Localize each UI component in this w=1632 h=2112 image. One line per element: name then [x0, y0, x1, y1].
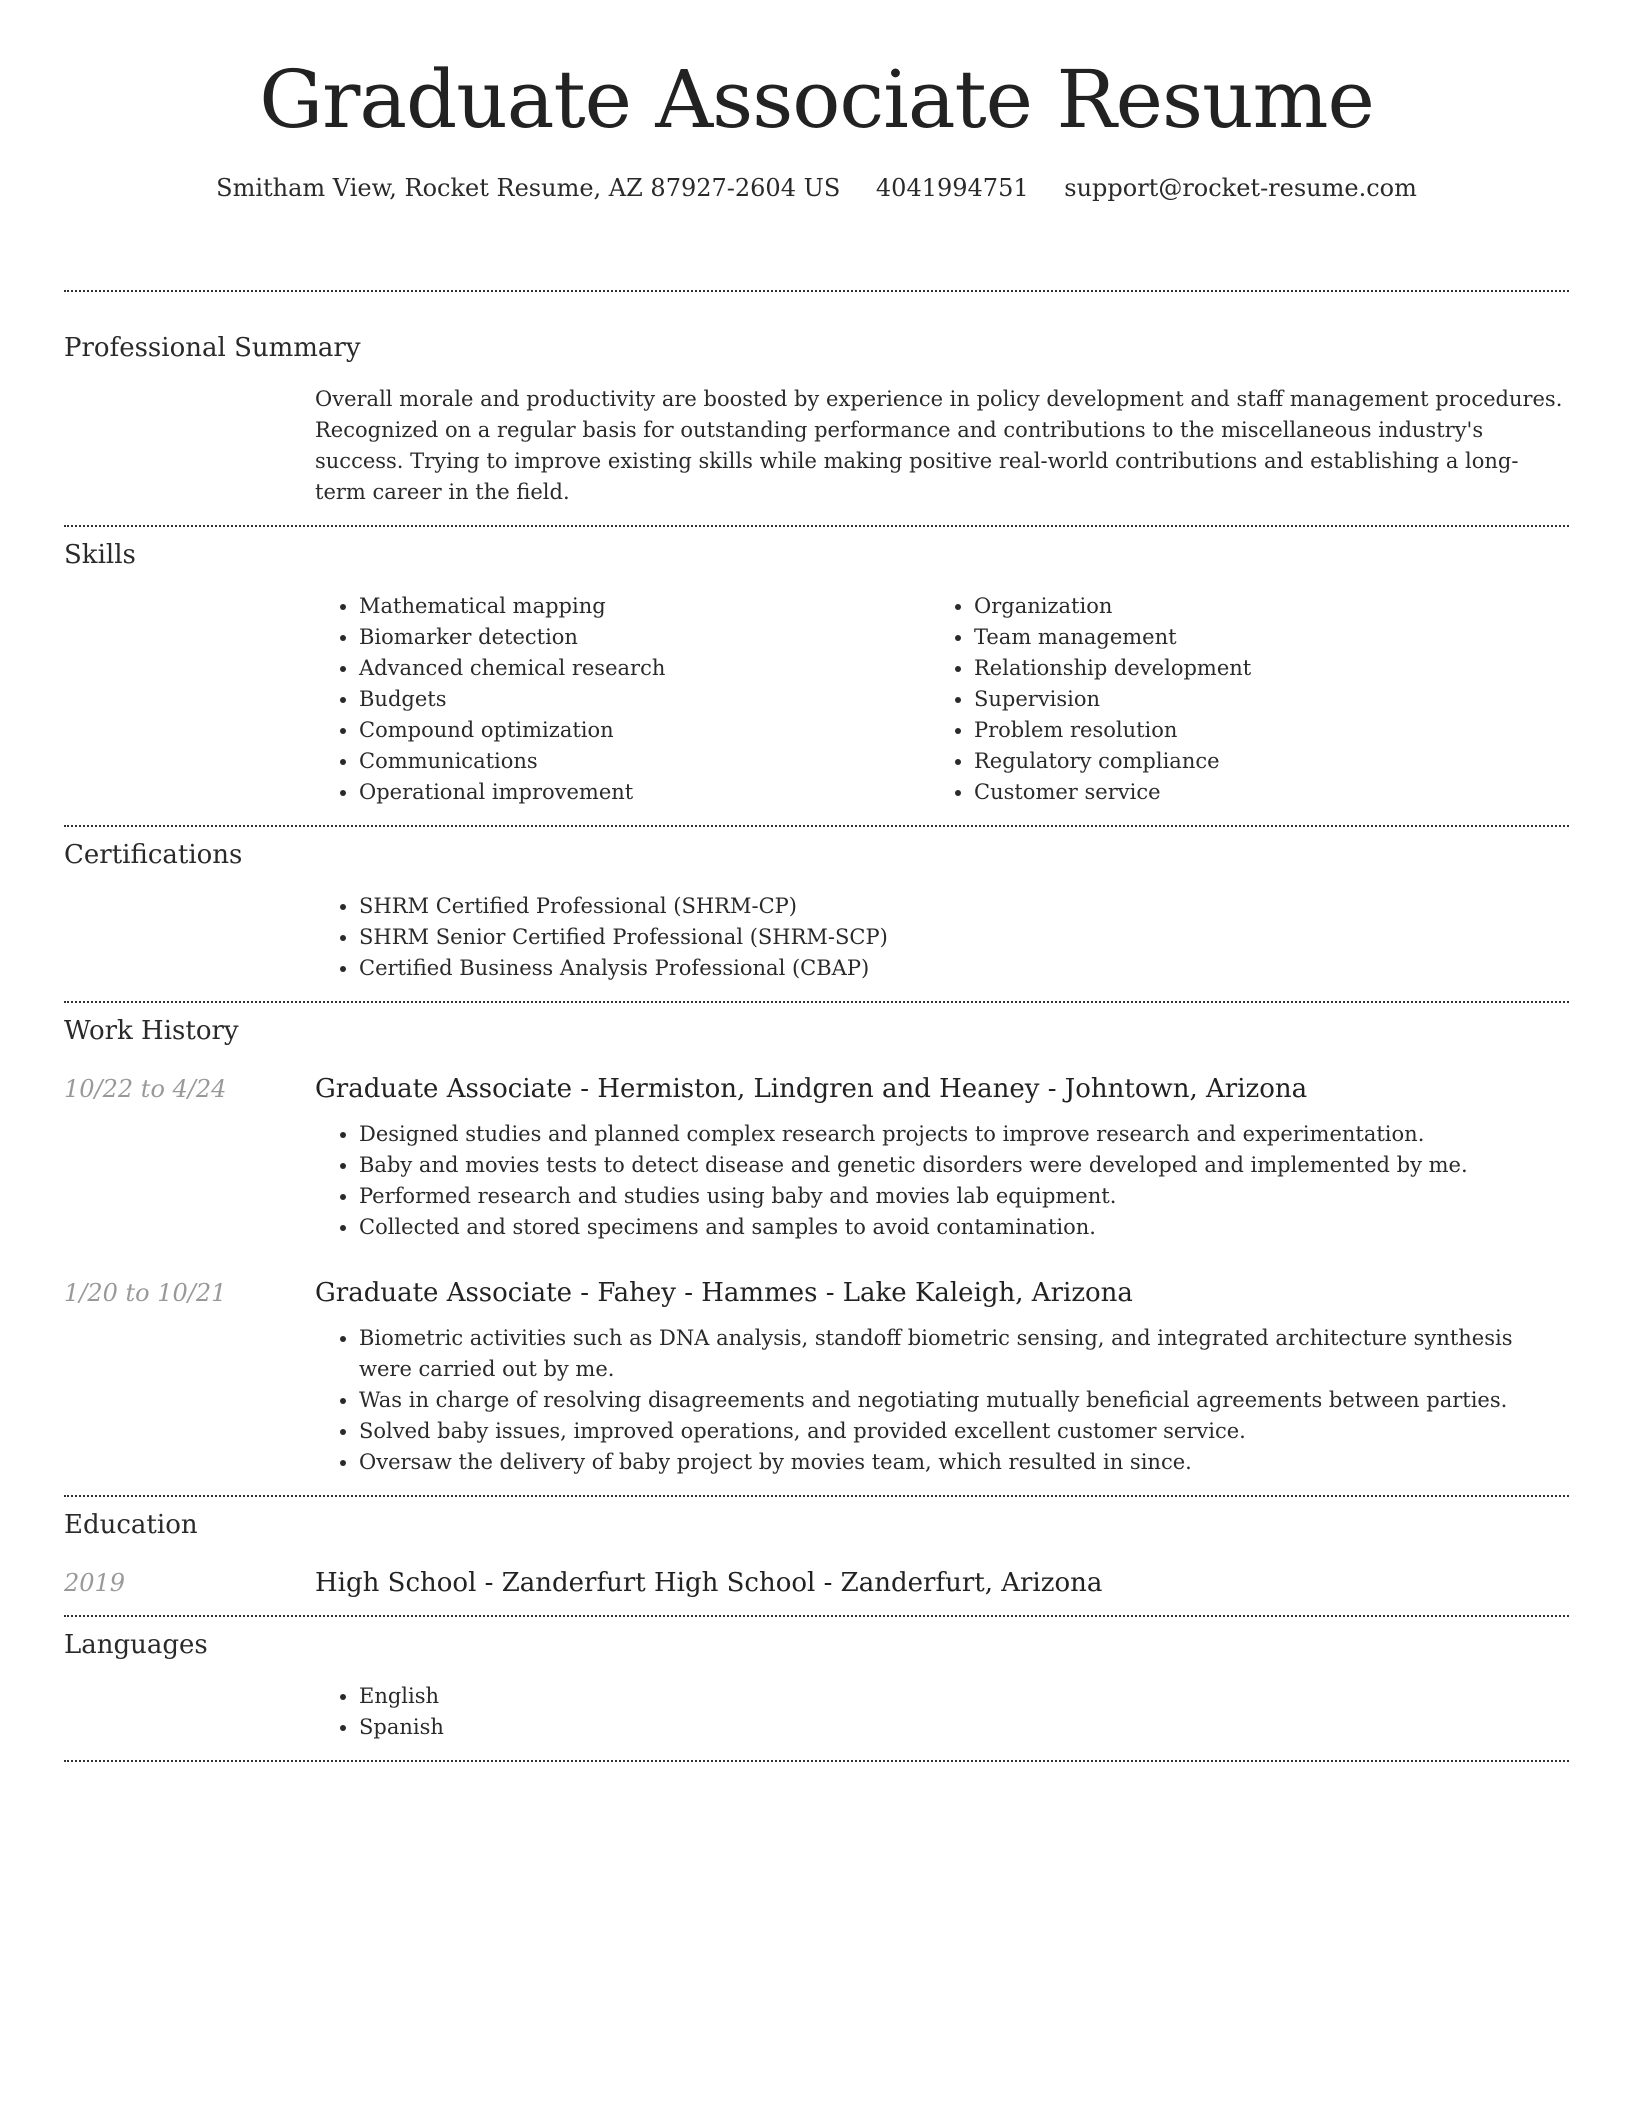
skill-item: • Budgets — [359, 684, 930, 715]
summary-section — [64, 292, 1569, 525]
education-heading: Education — [64, 1510, 198, 1540]
certification-item: • SHRM Senior Certified Professional (SHRM-SCP) — [359, 922, 1569, 953]
skills-column-right — [930, 591, 1545, 808]
skill-item: • Communications — [359, 746, 930, 777]
education-heading-line: High School - Zanderfurt High School - Zanderfurt, Arizona — [315, 1568, 1103, 1598]
job-bullet: • Oversaw the delivery of baby project by movies team, which resulted in since. — [359, 1447, 1569, 1478]
skill-item: • Operational improvement — [359, 777, 930, 808]
skills-section — [64, 527, 1569, 825]
job-bullet: • Solved baby issues, improved operations, and provided excellent customer service. — [359, 1416, 1569, 1447]
skills-column-left — [315, 591, 930, 808]
education-entry — [64, 1565, 1569, 1601]
summary-text: Overall morale and productivity are boosted by experience in policy development and staff management procedures. Recognized on a regular basis for outstanding performance and contributions to the miscellaneous industry's success. Trying to improve existing skills while making positive real-world contributions and establishing a long-term career in the field. — [315, 387, 1563, 504]
certifications-content — [315, 891, 1569, 984]
resume-page — [64, 0, 1569, 1762]
job-dates: 1/20 to 10/21 — [64, 1279, 227, 1307]
skill-item: • Problem resolution — [974, 715, 1545, 746]
skill-item: • Biomarker detection — [359, 622, 930, 653]
skill-item: • Compound optimization — [359, 715, 930, 746]
skill-item: • Regulatory compliance — [974, 746, 1545, 777]
job-bullet: • Designed studies and planned complex research projects to improve research and experimentation. — [359, 1119, 1569, 1150]
work-section — [64, 1003, 1569, 1495]
resume-title: Graduate Associate Resume — [259, 53, 1374, 146]
certification-item: • SHRM Certified Professional (SHRM-CP) — [359, 891, 1569, 922]
skill-item: • Relationship development — [974, 653, 1545, 684]
job-entry — [64, 1275, 1569, 1478]
skills-heading: Skills — [64, 540, 136, 570]
skill-item: • Supervision — [974, 684, 1545, 715]
contact-email: support@rocket-resume.com — [1064, 174, 1417, 202]
language-item: • English — [359, 1681, 1569, 1712]
skill-item: • Organization — [974, 591, 1545, 622]
certifications-heading: Certifications — [64, 840, 243, 870]
contact-phone: 4041994751 — [875, 174, 1029, 202]
job-heading: Graduate Associate - Hermiston, Lindgren and Heaney - Johntown, Arizona — [315, 1074, 1308, 1104]
contact-line — [64, 170, 1569, 206]
languages-heading: Languages — [64, 1630, 208, 1660]
job-dates: 10/22 to 4/24 — [64, 1075, 227, 1103]
summary-content — [315, 384, 1569, 508]
job-bullet: • Performed research and studies using baby and movies lab equipment. — [359, 1181, 1569, 1212]
job-heading: Graduate Associate - Fahey - Hammes - Lake Kaleigh, Arizona — [315, 1278, 1133, 1308]
skill-item: • Mathematical mapping — [359, 591, 930, 622]
resume-header — [64, 0, 1569, 290]
skill-item: • Advanced chemical research — [359, 653, 930, 684]
summary-heading: Professional Summary — [64, 333, 361, 363]
languages-section — [64, 1617, 1569, 1760]
languages-content — [315, 1681, 1569, 1743]
certification-item: • Certified Business Analysis Professional (CBAP) — [359, 953, 1569, 984]
education-date: 2019 — [64, 1569, 126, 1597]
contact-address: Smitham View, Rocket Resume, AZ 87927-2604 US — [216, 174, 841, 202]
language-item: • Spanish — [359, 1712, 1569, 1743]
education-section — [64, 1497, 1569, 1615]
skill-item: • Customer service — [974, 777, 1545, 808]
skill-item: • Team management — [974, 622, 1545, 653]
job-bullet: • Was in charge of resolving disagreements and negotiating mutually beneficial agreements between parties. — [359, 1385, 1569, 1416]
job-bullet: • Baby and movies tests to detect disease and genetic disorders were developed and implemented by me. — [359, 1150, 1569, 1181]
job-bullet: • Collected and stored specimens and samples to avoid contamination. — [359, 1212, 1569, 1243]
work-heading: Work History — [64, 1016, 239, 1046]
job-bullet: • Biometric activities such as DNA analysis, standoff biometric sensing, and integrated architecture synthesis were carried out by me. — [359, 1323, 1569, 1385]
job-bullets — [315, 1323, 1569, 1478]
certifications-section — [64, 827, 1569, 1001]
divider — [64, 1760, 1569, 1762]
job-bullets — [315, 1119, 1569, 1243]
job-entry — [64, 1071, 1569, 1243]
skills-grid — [315, 591, 1569, 808]
